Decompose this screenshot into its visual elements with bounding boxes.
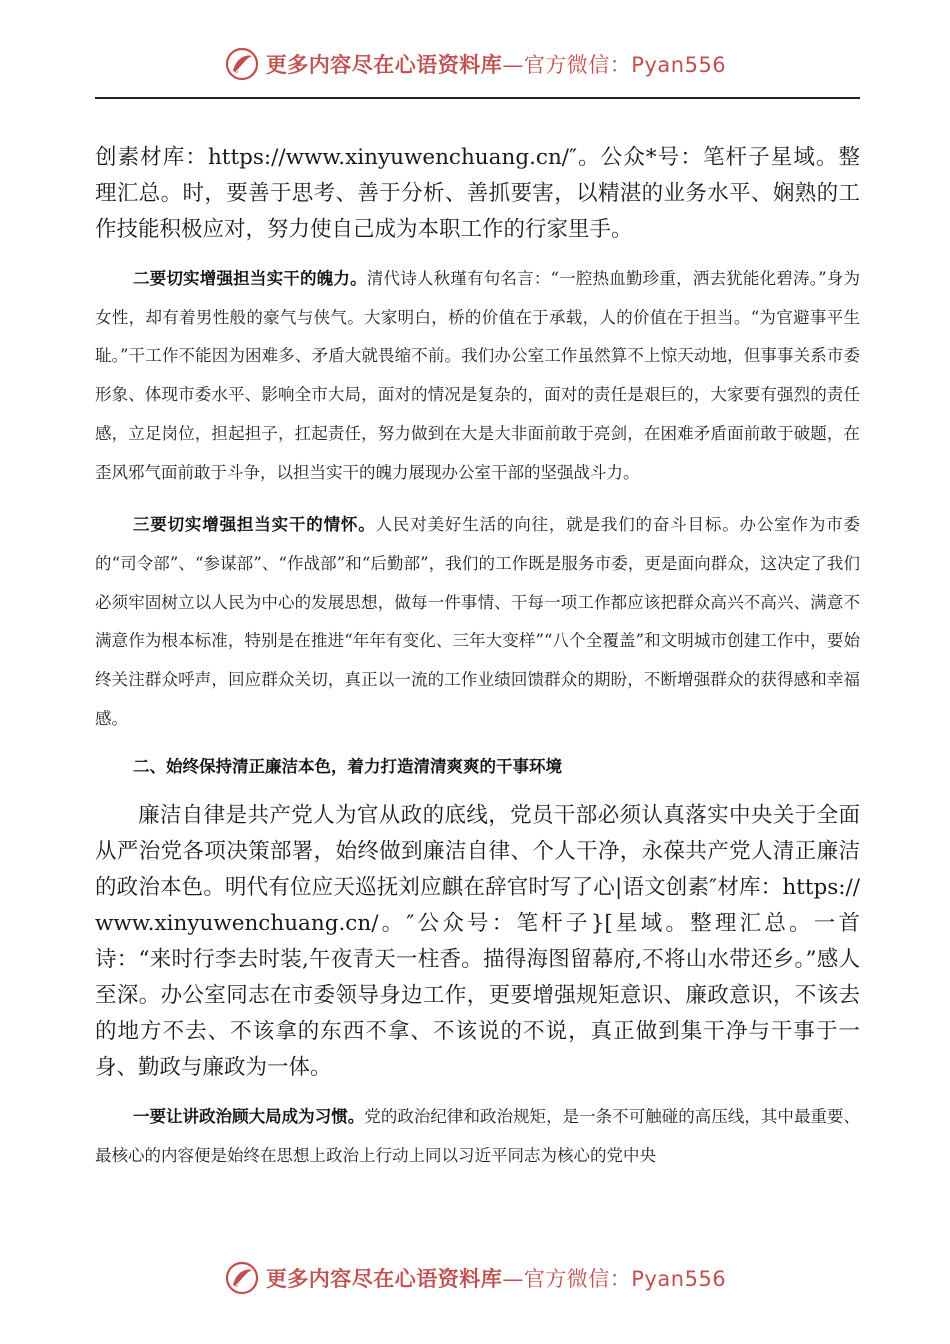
paragraph-4: 廉洁自律是共产党人为官从政的底线，党员干部必须认真落实中央关于全面从严治党各项决策部署，始终做到廉洁自律、个人干净，永葆共产党人清正廉洁的政治本色。明代有位应天巡抚刘应麒在辞官时写了心|语文创素″材库：https://www.xinyuwenchuang.cn/。″公众号：笔杆子}[星域。整理汇总。一首诗：“来时行李去时装,午夜青天一柱香。描得海图留幕府,不将山水带还乡。”感人至深。办公室同志在市委领导身边工作，更要增强规矩意识、廉政意识，不该去的地方不去、不该拿的东西不拿、不该说的不说，真正做到集干净与干事于一身、勤政与廉政为一体。	[95, 803, 860, 1081]
document-body	[95, 140, 860, 1176]
paragraph-3-lead: 三要切实增强担当实干的情怀。	[132, 515, 376, 535]
paragraph-3-text: 人民对美好生活的向往，就是我们的奋斗目标。办公室作为市委的“司令部”、“参谋部”、“作战部”和“后勤部”，我们的工作既是服务市委，更是面向群众，这决定了我们必须牢固树立以人民为中心的发展思想，做每一件事情、干每一项工作都应该把群众高兴不高兴、满意不满意作为根本标准，特别是在推进“年年有变化、三年大变样”“八个全覆盖”和文明城市创建工作中，要始终关注群众呼声，回应群众关切，真正以一流的工作业绩回馈群众的期盼，不断增强群众的获得感和幸福感。	[95, 515, 861, 728]
paragraph-2-lead: 二要切实增强担当实干的魄力。	[132, 269, 367, 288]
paragraph-2	[95, 260, 860, 492]
footer-banner	[0, 1258, 950, 1298]
section-heading-2: 二、始终保持清正廉洁本色，着力打造清清爽爽的干事环境	[132, 757, 562, 777]
header-banner-text: 更多内容尽在心语资料库—官方微信：Pyan556	[265, 53, 727, 77]
header-banner	[0, 44, 950, 84]
brand-logo-icon	[224, 46, 260, 82]
paragraph-1: 创素材库：https://www.xinyuwenchuang.cn/″。公众*号：笔杆子星域。整理汇总。时，要善于思考、善于分析、善抓要害，以精湛的业务水平、娴熟的工作技能积极应对，努力使自己成为本职工作的行家里手。	[95, 145, 860, 242]
paragraph-5-lead: 一要让讲政治顾大局成为习惯。	[132, 1107, 365, 1127]
paragraph-5-text: 党的政治纪律和政治规矩，是一条不可触碰的高压线，其中最重要、最核心的内容便是始终在思想上政治上行动上同以习近平同志为核心的党中央	[95, 1107, 861, 1166]
paragraph-2-text: 清代诗人秋瑾有句名言：“一腔热血勤珍重，洒去犹能化碧涛。”身为女性，却有着男性般的豪气与侠气。大家明白，桥的价值在于承载，人的价值在于担当。“为官避事平生耻。”干工作不能因为困难多、矛盾大就畏缩不前。我们办公室工作虽然算不上惊天动地，但事事关系市委形象、体现市委水平、影响全市大局，面对的情况是复杂的，面对的责任是艰巨的，大家要有强烈的责任感，立足岗位，担起担子，扛起责任，努力做到在大是大非面前敢于亮剑，在困难矛盾面前敢于破题，在歪风邪气面前敢于斗争，以担当实干的魄力展现办公室干部的坚强战斗力。	[95, 269, 860, 482]
footer-banner-text: 更多内容尽在心语资料库—官方微信：Pyan556	[265, 1267, 727, 1291]
paragraph-3	[95, 506, 860, 738]
header-divider	[95, 97, 860, 99]
paragraph-5	[95, 1098, 860, 1175]
brand-logo-icon	[224, 1260, 260, 1296]
